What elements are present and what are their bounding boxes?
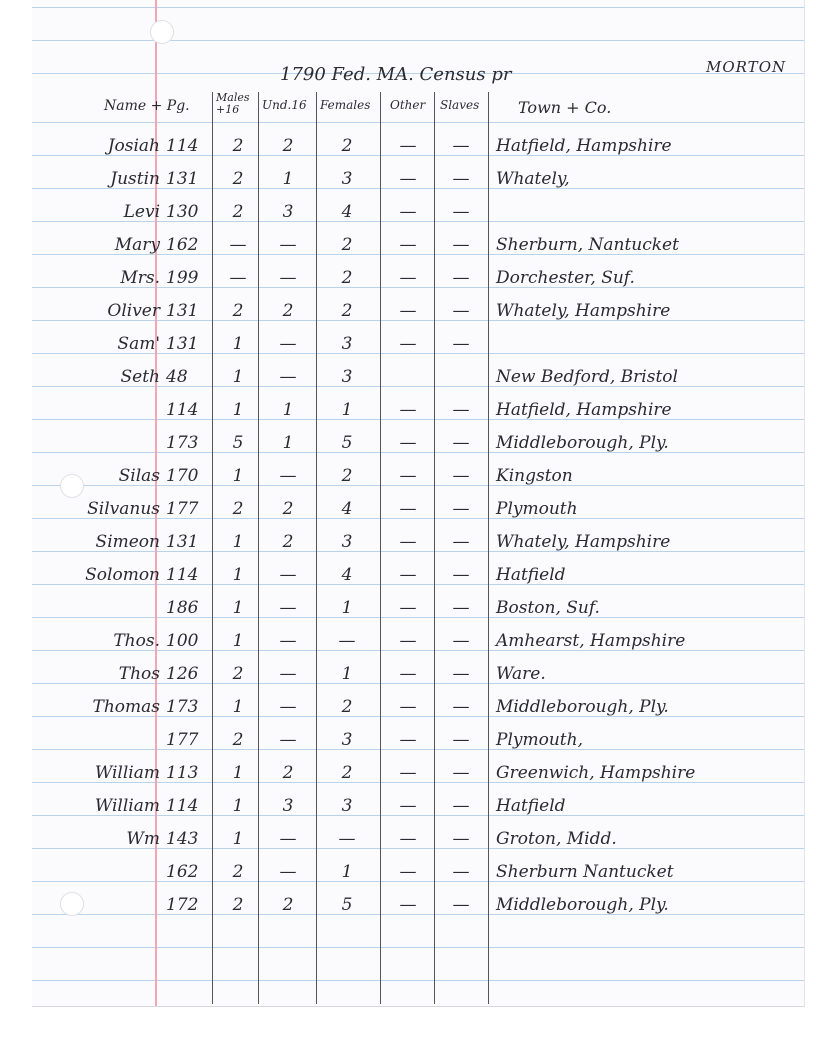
page-title: 1790 Fed. MA. Census pr — [280, 64, 512, 85]
entry-slaves: — — [452, 763, 470, 783]
entry-page: 173 — [166, 433, 199, 453]
entry-males-16: 1 — [232, 829, 244, 849]
entry-town: Plymouth — [496, 499, 578, 519]
entry-females: 2 — [341, 235, 353, 255]
entry-name: Simeon — [95, 532, 160, 552]
entry-under-16: 3 — [282, 202, 294, 222]
entry-others: — — [399, 202, 417, 222]
entry-under-16: — — [279, 829, 297, 849]
entry-others: — — [399, 862, 417, 882]
entry-others: — — [399, 334, 417, 354]
table-row — [0, 631, 816, 663]
entry-under-16: 3 — [282, 796, 294, 816]
entry-town: Sherburn Nantucket — [496, 862, 674, 882]
entry-name: Silvanus — [87, 499, 160, 519]
entry-females: 3 — [341, 532, 353, 552]
entry-page: 162 — [166, 862, 199, 882]
entry-under-16: — — [279, 235, 297, 255]
entry-under-16: — — [279, 367, 297, 387]
header-females: Females — [320, 98, 371, 112]
entry-others: — — [399, 697, 417, 717]
entry-town: Whately, — [496, 169, 570, 189]
entry-females: 1 — [341, 862, 353, 882]
entry-slaves: — — [452, 136, 470, 156]
entry-town: Ware. — [496, 664, 546, 684]
entry-name: William — [94, 763, 160, 783]
entry-page: 126 — [166, 664, 199, 684]
entry-page: 114 — [166, 796, 199, 816]
entry-town: Hatfield, Hampshire — [496, 136, 672, 156]
entry-slaves: — — [452, 235, 470, 255]
entry-males-16: 1 — [232, 796, 244, 816]
entry-page: 114 — [166, 400, 199, 420]
entry-others: — — [399, 235, 417, 255]
entry-females: 4 — [341, 565, 353, 585]
entry-females: 3 — [341, 796, 353, 816]
entry-page: 131 — [166, 532, 199, 552]
entry-page: 172 — [166, 895, 199, 915]
entry-females: 4 — [341, 499, 353, 519]
entry-slaves: — — [452, 829, 470, 849]
entry-females: — — [338, 829, 356, 849]
entry-page: 114 — [166, 136, 199, 156]
entry-others: — — [399, 796, 417, 816]
entry-others: — — [399, 598, 417, 618]
entry-page: 199 — [166, 268, 199, 288]
entry-under-16: 2 — [282, 895, 294, 915]
table-row — [0, 763, 816, 795]
entry-name: Wm — [126, 829, 160, 849]
entry-others: — — [399, 631, 417, 651]
entry-females: — — [338, 631, 356, 651]
entry-males-16: 2 — [232, 499, 244, 519]
table-row — [0, 532, 816, 564]
table-row — [0, 433, 816, 465]
entry-males-16: 5 — [232, 433, 244, 453]
entry-under-16: — — [279, 466, 297, 486]
table-row — [0, 169, 816, 201]
table-row — [0, 499, 816, 531]
entry-slaves: — — [452, 697, 470, 717]
entry-females: 2 — [341, 301, 353, 321]
table-row — [0, 664, 816, 696]
entry-females: 5 — [341, 433, 353, 453]
entry-males-16: 2 — [232, 664, 244, 684]
entry-others: — — [399, 730, 417, 750]
entry-town: Middleborough, Ply. — [496, 895, 669, 915]
entry-under-16: — — [279, 862, 297, 882]
entry-town: Whately, Hampshire — [496, 532, 671, 552]
entry-page: 143 — [166, 829, 199, 849]
entry-females: 1 — [341, 400, 353, 420]
table-row — [0, 136, 816, 168]
entry-under-16: 2 — [282, 301, 294, 321]
entry-name: Mrs. — [120, 268, 160, 288]
table-row — [0, 466, 816, 498]
entry-slaves: — — [452, 202, 470, 222]
entry-name: Oliver — [107, 301, 160, 321]
entry-page: 177 — [166, 499, 199, 519]
entry-others: — — [399, 763, 417, 783]
entry-name: Seth — [120, 367, 160, 387]
header-males-16: Males +16 — [216, 91, 250, 116]
entry-males-16: 1 — [232, 400, 244, 420]
entry-page: 114 — [166, 565, 199, 585]
entry-page: 131 — [166, 169, 199, 189]
entry-males-16: 1 — [232, 334, 244, 354]
entry-page: 100 — [166, 631, 199, 651]
entry-under-16: — — [279, 730, 297, 750]
entry-town: Kingston — [496, 466, 573, 486]
entry-name: Thos. — [113, 631, 160, 651]
entry-males-16: 2 — [232, 301, 244, 321]
table-row — [0, 730, 816, 762]
entry-others: — — [399, 499, 417, 519]
entry-males-16: 1 — [232, 367, 244, 387]
table-row — [0, 796, 816, 828]
entry-females: 2 — [341, 268, 353, 288]
entry-town: Hatfield — [496, 796, 566, 816]
entry-name: Thos — [118, 664, 160, 684]
entry-others: — — [399, 829, 417, 849]
entry-town: Sherburn, Nantucket — [496, 235, 679, 255]
entry-page: 170 — [166, 466, 199, 486]
binder-hole-top — [150, 20, 174, 44]
entry-others: — — [399, 565, 417, 585]
entry-slaves: — — [452, 334, 470, 354]
entry-under-16: 1 — [282, 169, 294, 189]
entry-page: 113 — [166, 763, 199, 783]
table-row — [0, 895, 816, 927]
entry-males-16: 2 — [232, 202, 244, 222]
entry-name: Josiah — [107, 136, 160, 156]
entry-slaves: — — [452, 499, 470, 519]
entry-page: 131 — [166, 334, 199, 354]
entry-slaves: — — [452, 631, 470, 651]
entry-females: 2 — [341, 763, 353, 783]
entry-others: — — [399, 268, 417, 288]
entry-slaves: — — [452, 664, 470, 684]
entry-slaves: — — [452, 532, 470, 552]
entry-males-16: 2 — [232, 895, 244, 915]
table-row — [0, 334, 816, 366]
entry-name: William — [94, 796, 160, 816]
entry-name: Sam' — [117, 334, 160, 354]
entry-slaves: — — [452, 169, 470, 189]
entry-town: Plymouth, — [496, 730, 583, 750]
entry-under-16: — — [279, 631, 297, 651]
entry-females: 2 — [341, 697, 353, 717]
entry-under-16: — — [279, 268, 297, 288]
entry-under-16: 2 — [282, 532, 294, 552]
entry-name: Justin — [110, 169, 160, 189]
entry-name: Silas — [118, 466, 160, 486]
entry-males-16: — — [229, 235, 247, 255]
entry-name: Mary — [114, 235, 160, 255]
entry-page: 48 — [166, 367, 188, 387]
entry-under-16: 2 — [282, 136, 294, 156]
entry-slaves: — — [452, 565, 470, 585]
entry-under-16: — — [279, 565, 297, 585]
entry-females: 1 — [341, 598, 353, 618]
entry-males-16: 2 — [232, 862, 244, 882]
entry-others: — — [399, 400, 417, 420]
header-under-16: Und.16 — [262, 98, 307, 112]
entry-slaves: — — [452, 433, 470, 453]
table-row — [0, 301, 816, 333]
entry-name: Levi — [123, 202, 160, 222]
entry-town: Middleborough, Ply. — [496, 433, 669, 453]
entry-page: 162 — [166, 235, 199, 255]
entry-town: Hatfield — [496, 565, 566, 585]
entry-males-16: 1 — [232, 466, 244, 486]
entry-females: 4 — [341, 202, 353, 222]
entry-under-16: 2 — [282, 763, 294, 783]
entry-under-16: — — [279, 598, 297, 618]
entry-males-16: — — [229, 268, 247, 288]
table-row — [0, 598, 816, 630]
entry-others: — — [399, 532, 417, 552]
entry-under-16: 1 — [282, 433, 294, 453]
entry-others: — — [399, 895, 417, 915]
entry-page: 173 — [166, 697, 199, 717]
entry-others: — — [399, 466, 417, 486]
entry-males-16: 1 — [232, 532, 244, 552]
entry-town: New Bedford, Bristol — [496, 367, 678, 387]
entry-town: Middleborough, Ply. — [496, 697, 669, 717]
entry-slaves: — — [452, 598, 470, 618]
table-row — [0, 202, 816, 234]
entry-slaves: — — [452, 796, 470, 816]
entry-females: 2 — [341, 136, 353, 156]
table-row — [0, 565, 816, 597]
header-name: Name + Pg. — [104, 98, 190, 114]
entry-name: Thomas — [92, 697, 160, 717]
entry-under-16: 1 — [282, 400, 294, 420]
entry-town: Greenwich, Hampshire — [496, 763, 696, 783]
header-town: Town + Co. — [518, 98, 612, 117]
entry-slaves: — — [452, 862, 470, 882]
entry-females: 5 — [341, 895, 353, 915]
entry-males-16: 2 — [232, 730, 244, 750]
entry-slaves: — — [452, 400, 470, 420]
header-others: Other — [390, 98, 426, 112]
table-row — [0, 400, 816, 432]
entry-others: — — [399, 169, 417, 189]
entry-slaves: — — [452, 268, 470, 288]
entry-females: 2 — [341, 466, 353, 486]
entry-under-16: — — [279, 334, 297, 354]
entry-page: 177 — [166, 730, 199, 750]
header-slaves: Slaves — [440, 98, 480, 112]
entry-slaves: — — [452, 466, 470, 486]
entry-slaves: — — [452, 730, 470, 750]
entry-under-16: — — [279, 664, 297, 684]
entry-males-16: 2 — [232, 136, 244, 156]
table-row — [0, 235, 816, 267]
entry-males-16: 1 — [232, 565, 244, 585]
entry-others: — — [399, 301, 417, 321]
entry-females: 3 — [341, 169, 353, 189]
table-row — [0, 268, 816, 300]
entry-males-16: 1 — [232, 763, 244, 783]
entry-females: 1 — [341, 664, 353, 684]
entry-name: Solomon — [85, 565, 160, 585]
entry-females: 3 — [341, 730, 353, 750]
table-row — [0, 697, 816, 729]
entry-page: 131 — [166, 301, 199, 321]
entry-under-16: — — [279, 697, 297, 717]
entry-town: Whately, Hampshire — [496, 301, 671, 321]
entry-slaves: — — [452, 301, 470, 321]
entry-town: Amhearst, Hampshire — [496, 631, 686, 651]
entry-page: 186 — [166, 598, 199, 618]
surname-tag: MORTON — [706, 58, 787, 76]
entry-males-16: 2 — [232, 169, 244, 189]
entry-males-16: 1 — [232, 631, 244, 651]
table-row — [0, 367, 816, 399]
entry-under-16: 2 — [282, 499, 294, 519]
entry-others: — — [399, 136, 417, 156]
entry-females: 3 — [341, 334, 353, 354]
entry-males-16: 1 — [232, 598, 244, 618]
entry-slaves: — — [452, 895, 470, 915]
entry-town: Groton, Midd. — [496, 829, 617, 849]
entry-others: — — [399, 664, 417, 684]
table-row — [0, 829, 816, 861]
entry-others: — — [399, 433, 417, 453]
entry-town: Boston, Suf. — [496, 598, 600, 618]
entry-females: 3 — [341, 367, 353, 387]
entry-town: Dorchester, Suf. — [496, 268, 635, 288]
entry-males-16: 1 — [232, 697, 244, 717]
entry-page: 130 — [166, 202, 199, 222]
entry-town: Hatfield, Hampshire — [496, 400, 672, 420]
table-row — [0, 862, 816, 894]
